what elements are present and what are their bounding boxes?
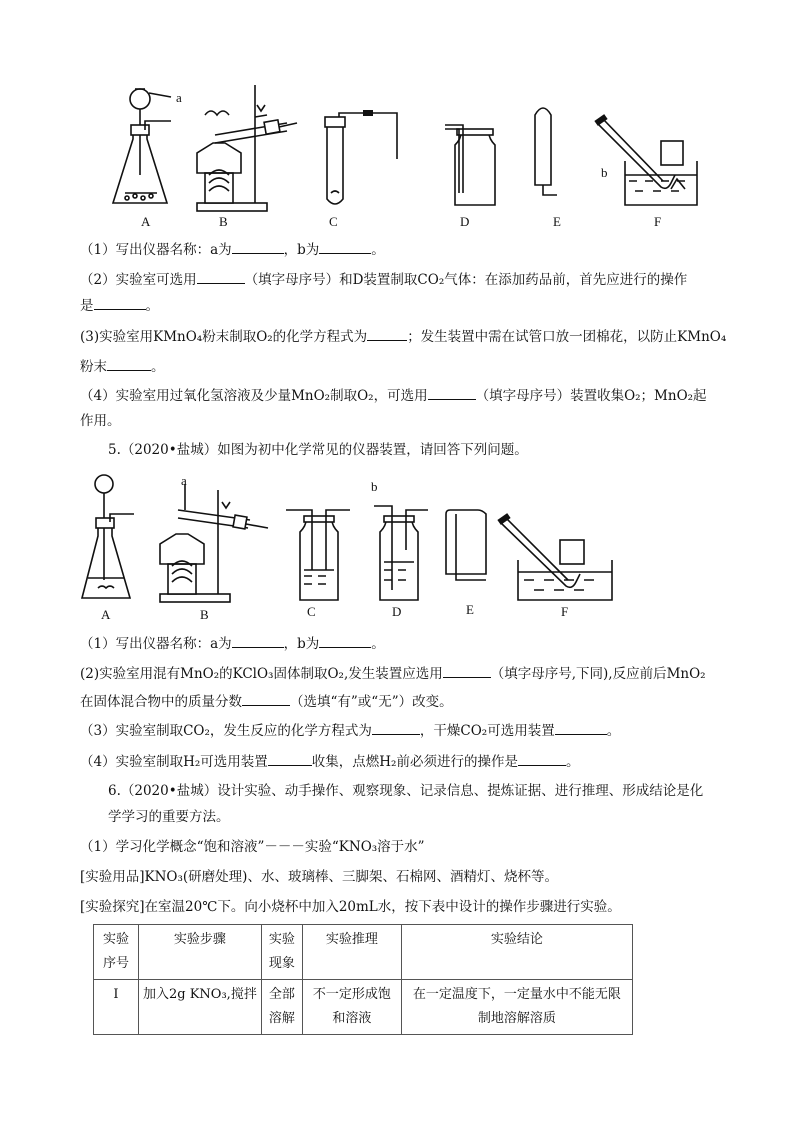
q4-part2-line1: （2）实验室可选用 （填字母序号）和D装置制取CO₂气体：在添加药品前，首先应进行的操作	[80, 272, 688, 288]
q6-explore: [实验探究]在室温20℃下。向小烧杯中加入20mL水，按下表中设计的操作步骤进行实验。	[80, 899, 621, 915]
cell-reasoning: 不一定形成饱 和溶液	[302, 980, 401, 1035]
apparatus-b-heating	[197, 85, 297, 211]
apparatus-c-test-tube	[325, 110, 397, 204]
apparatus-a-flask-2	[82, 475, 134, 598]
q5-header: 5.（2020•盐城）如图为初中化学常见的仪器装置，请回答下列问题。	[108, 442, 528, 458]
fig2-letter-f: F	[561, 604, 569, 619]
q5-part3: （3）实验室制取CO₂，发生反应的化学方程式为 ，干燥CO₂可选用装置 。	[80, 723, 621, 739]
q4-part4-line2: 作用。	[80, 413, 121, 429]
q4-part4-line1: （4）实验室用过氧化氢溶液及少量MnO₂制取O₂，可选用 （填字母序号）装置收集O₂；MnO₂起	[80, 388, 707, 404]
apparatus-figure-2	[82, 470, 622, 605]
apparatus-a-flask	[113, 89, 171, 203]
q6-materials: [实验用品]KNO₃(研磨处理)、水、玻璃棒、三脚架、石棉网、酒精灯、烧杯等。	[80, 869, 558, 885]
label-b-fig1: b	[601, 165, 608, 180]
fig2-letter-c: C	[307, 604, 316, 619]
q4-part3-line2: 粉末 。	[80, 359, 165, 375]
cell-phenomenon: 全部 溶解	[261, 980, 302, 1035]
fig2-letter-d: D	[392, 604, 402, 619]
fig1-letter-a: A	[141, 214, 151, 229]
q6-sub1: （1）学习化学概念“饱和溶液”－－－实验“KNO₃溶于水”	[80, 839, 425, 855]
apparatus-e-inverted-bottle	[446, 510, 486, 580]
fig1-letter-b: B	[219, 214, 228, 229]
q6-header-line2: 学学习的重要方法。	[108, 809, 230, 825]
q4-part3-line1: (3)实验室用KMnO₄粉末制取O₂的化学方程式为 ；发生装置中需在试管口放一团棉花，以防止KMnO₄	[80, 329, 727, 345]
q4-part2-line2: 是 。	[80, 298, 159, 314]
apparatus-figure-1	[105, 75, 725, 235]
apparatus-b-heating-2	[160, 484, 268, 602]
cell-no: Ⅰ	[94, 980, 139, 1035]
apparatus-e-inverted-tube	[535, 108, 557, 195]
q4-part1: （1）写出仪器名称：a为 ，b为 。	[80, 242, 385, 258]
q5-part4: （4）实验室制取H₂可选用装置 收集，点燃H₂前必须进行的操作是 。	[80, 754, 580, 770]
fig1-letter-e: E	[553, 214, 561, 229]
apparatus-d-gas-jar	[445, 125, 495, 205]
label-a-fig1: a	[176, 90, 182, 105]
apparatus-f-trough	[594, 114, 697, 205]
fig2-letter-a: A	[101, 607, 111, 622]
table-header-row	[94, 925, 633, 980]
q5-part1: （1）写出仪器名称：a为 ，b为 。	[80, 636, 385, 652]
apparatus-f-trough-2	[497, 513, 612, 600]
label-b-fig2: b	[371, 479, 378, 494]
apparatus-c-bottle	[286, 510, 350, 600]
experiment-table	[93, 924, 633, 1035]
header-reasoning: 实验推理	[302, 925, 401, 980]
header-conclusion: 实验结论	[401, 925, 632, 980]
fig2-letter-e: E	[466, 602, 474, 617]
cell-conclusion: 在一定温度下，一定量水中不能无限 制地溶解溶质	[401, 980, 632, 1035]
fig2-letter-b: B	[200, 607, 209, 622]
header-step: 实验步骤	[139, 925, 262, 980]
label-a-fig2: a	[181, 473, 187, 488]
header-phenomenon: 实验 现象	[261, 925, 302, 980]
table-row	[94, 980, 633, 1035]
q6-header-line1: 6.（2020•盐城）设计实验、动手操作、观察现象、记录信息、提炼证据、进行推理、形成结论是化	[108, 783, 704, 799]
header-no: 实验 序号	[94, 925, 139, 980]
q5-part2-line2: 在固体混合物中的质量分数 （选填“有”或“无”）改变。	[80, 694, 453, 710]
fig1-letter-d: D	[460, 214, 470, 229]
q5-part2-line1: (2)实验室用混有MnO₂的KClO₃固体制取O₂,发生装置应选用 （填字母序号,下同),反应前后MnO₂	[80, 666, 706, 682]
fig1-letter-c: C	[329, 214, 338, 229]
cell-step: 加入2g KNO₃,搅拌	[139, 980, 262, 1035]
fig1-letter-f: F	[654, 214, 662, 229]
apparatus-d-bottle	[374, 506, 428, 600]
